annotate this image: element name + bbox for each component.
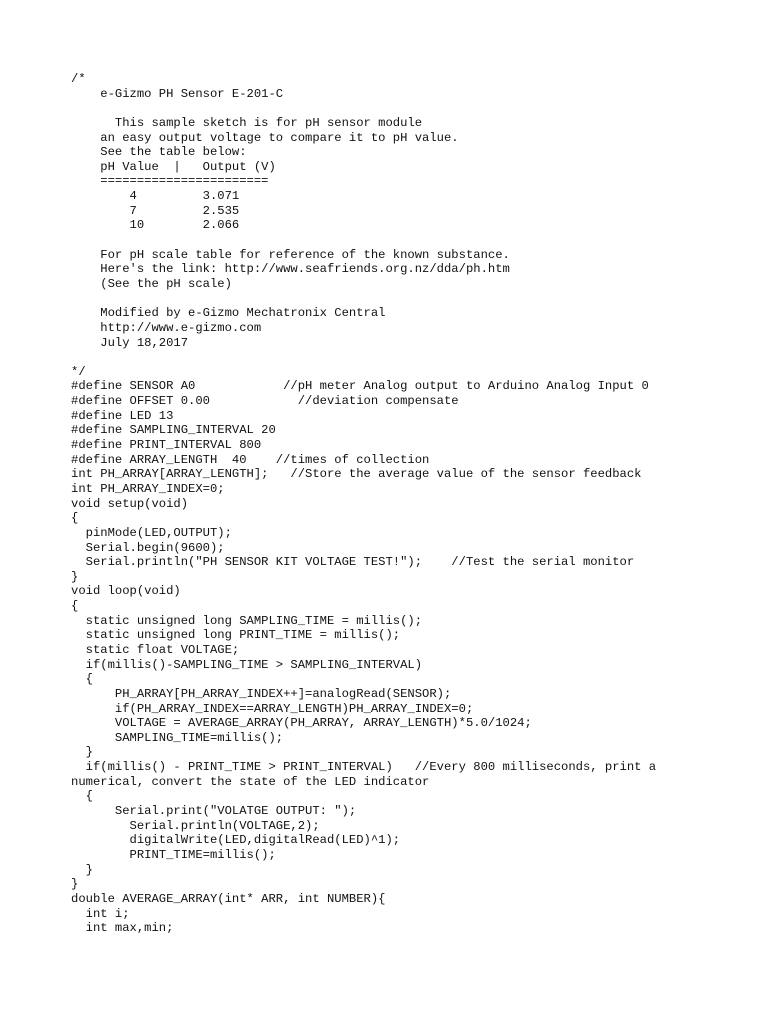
code-line: pH Value | Output (V) [71, 159, 276, 174]
code-line: #define ARRAY_LENGTH 40 //times of collection [71, 452, 430, 467]
code-line: digitalWrite(LED,digitalRead(LED)^1); [71, 833, 401, 848]
code-line: if(millis()-SAMPLING_TIME > SAMPLING_INTERVAL) [71, 657, 423, 672]
code-line: Serial.println("PH SENSOR KIT VOLTAGE TEST!"); //Test the serial monitor [71, 555, 635, 570]
code-line: int PH_ARRAY_INDEX=0; [71, 481, 225, 496]
code-line: For pH scale table for reference of the known substance. [71, 247, 510, 262]
code-line: pinMode(LED,OUTPUT); [71, 525, 232, 540]
code-line: void loop(void) [71, 584, 181, 599]
code-line: VOLTAGE = AVERAGE_ARRAY(PH_ARRAY, ARRAY_LENGTH)*5.0/1024; [71, 716, 532, 731]
code-line: http://www.e-gizmo.com [71, 320, 262, 335]
code-line: } [71, 745, 93, 760]
code-line: /* [71, 72, 86, 86]
code-line [71, 350, 751, 365]
code-line: 4 3.071 [71, 189, 240, 204]
code-line: #define OFFSET 0.00 //deviation compensate [71, 394, 459, 409]
code-line: static unsigned long PRINT_TIME = millis(); [71, 628, 401, 643]
code-line: 7 2.535 [71, 203, 240, 218]
code-line: } [71, 569, 79, 584]
code-line: ======================= [71, 174, 269, 189]
code-line: PRINT_TIME=millis(); [71, 847, 276, 862]
code-line: July 18,2017 [71, 335, 189, 350]
code-line: e-Gizmo PH Sensor E-201-C [71, 86, 284, 101]
code-line: PH_ARRAY[PH_ARRAY_INDEX++]=analogRead(SENSOR); [71, 686, 452, 701]
code-line: if(millis() - PRINT_TIME > PRINT_INTERVAL) //Every 800 milliseconds, print a [71, 760, 657, 775]
code-line: void setup(void) [71, 496, 189, 511]
code-line: numerical, convert the state of the LED indicator [71, 774, 430, 789]
code-line: int i; [71, 906, 130, 921]
code-line: { [71, 789, 93, 804]
code-line: Modified by e-Gizmo Mechatronix Central [71, 306, 386, 321]
code-line: int PH_ARRAY[ARRAY_LENGTH]; //Store the average value of the sensor feedback [71, 467, 642, 482]
code-line: #define SENSOR A0 //pH meter Analog output to Arduino Analog Input 0 [71, 379, 649, 394]
code-line: */ [71, 364, 86, 379]
code-line: } [71, 877, 79, 892]
code-line: #define SAMPLING_INTERVAL 20 [71, 423, 276, 438]
code-line: { [71, 672, 93, 687]
code-line: Here's the link: http://www.seafriends.org.nz/dda/ph.htm [71, 262, 510, 277]
code-line: 10 2.066 [71, 218, 240, 233]
code-line: double AVERAGE_ARRAY(int* ARR, int NUMBER){ [71, 891, 386, 906]
code-line: #define PRINT_INTERVAL 800 [71, 438, 262, 453]
code-line: Serial.println(VOLTAGE,2); [71, 818, 320, 833]
code-line: } [71, 862, 93, 877]
code-line [71, 233, 751, 248]
code-line: static float VOLTAGE; [71, 642, 240, 657]
code-line: See the table below: [71, 145, 247, 160]
code-line: Serial.print("VOLATGE OUTPUT: "); [71, 804, 357, 819]
code-line: Serial.begin(9600); [71, 540, 225, 555]
code-line: #define LED 13 [71, 408, 174, 423]
code-line: an easy output voltage to compare it to pH value. [71, 130, 459, 145]
code-line: int max,min; [71, 921, 174, 936]
code-line: { [71, 599, 79, 614]
code-line [71, 101, 751, 116]
code-line: if(PH_ARRAY_INDEX==ARRAY_LENGTH)PH_ARRAY_INDEX=0; [71, 701, 474, 716]
code-line: This sample sketch is for pH sensor module [71, 115, 423, 130]
code-line: (See the pH scale) [71, 276, 232, 291]
code-line: static unsigned long SAMPLING_TIME = millis(); [71, 613, 423, 628]
code-line: { [71, 511, 79, 526]
code-document [71, 72, 751, 936]
code-line [71, 292, 751, 307]
code-line: SAMPLING_TIME=millis(); [71, 730, 284, 745]
